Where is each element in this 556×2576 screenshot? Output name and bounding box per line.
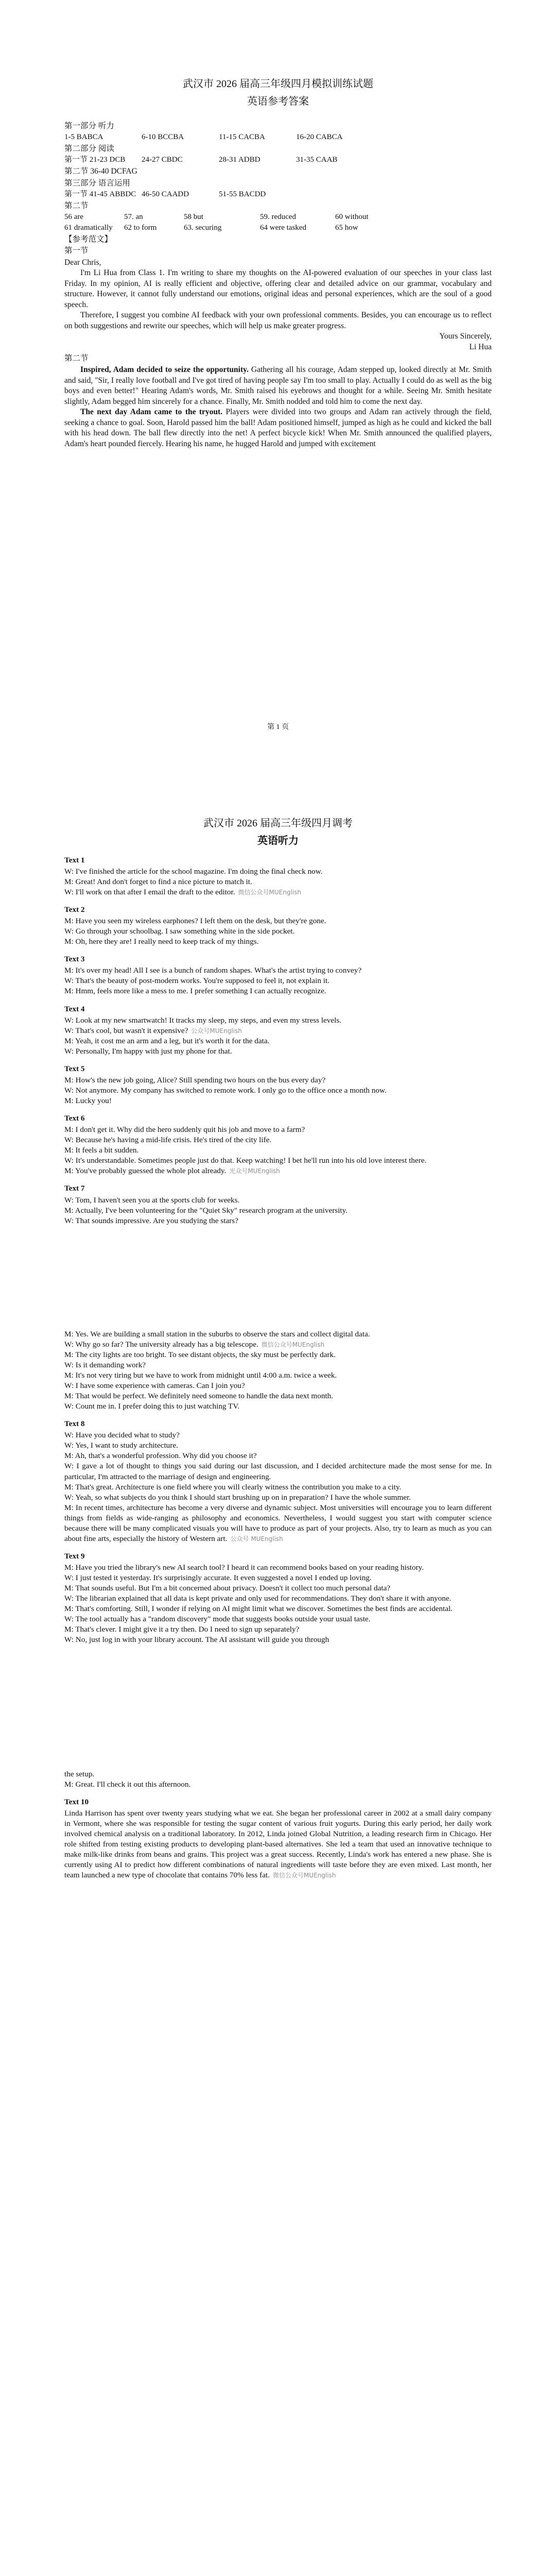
dialogue-line <box>64 1503 492 1544</box>
dialogue-line <box>64 1493 492 1503</box>
dialogue-line <box>64 1329 492 1340</box>
dialogue-text: M: The city lights are too bright. To see distant objects, the sky must be perfectly dark. <box>64 1350 336 1359</box>
dialogue-text: M: It's not very tiring but we have to work from midnight until 4:00 a.m. twice a week. <box>64 1370 337 1380</box>
dialogue-line <box>64 1015 492 1026</box>
dialogue-text: M: That would be perfect. We definitely need someone to handle the data next month. <box>64 1392 334 1401</box>
dialogue-line <box>64 1635 492 1645</box>
dialogue-text: M: That's clever. I might give it a try then. Do I need to sign up separately? <box>64 1625 300 1634</box>
dialogue-text: M: That's great. Architecture is one field where you will clearly witness the contribution you make to a city. <box>64 1482 402 1492</box>
answer-cell: 24-27 CBDC <box>142 156 183 164</box>
writing-sec2-heading: 第二节 <box>64 354 89 363</box>
dialogue-line <box>64 986 492 996</box>
dialogue-line <box>64 1583 492 1594</box>
answer-cell: 31-35 CAAB <box>296 156 338 164</box>
test-title: Text 7 <box>64 1184 85 1193</box>
answer-cell: 16-20 CABCA <box>296 133 343 142</box>
story-paragraph <box>64 365 492 407</box>
answer-cell: 56 are <box>64 213 84 222</box>
page-gap <box>64 1749 492 1769</box>
dialogue-text: W: Why go so far? The university already has a big telescope. <box>64 1340 258 1349</box>
grammar-answers-row <box>64 223 492 233</box>
dialogue-text: M: Oh, here they are! I really need to keep track of my things. <box>64 937 259 946</box>
story-body: Players were divided into two groups and Adam ran actively through the field, seeking a chance to goal. Soon, Harold passed him the ball! Adam positioned himself, jumped as high as he could and kicked the ball with his head down. The ball flew directly into the net! A perfect bicycle kick! When Mr. Smith announced the qualified players, Adam's heart pounded fiercely. Hearing his name, he hugged Harold and jumped with excitement <box>64 408 492 448</box>
dialogue-text: M: It's over my head! All I see is a bunch of random shapes. What's the artist trying to convey? <box>64 966 362 975</box>
answer-cell: 第一节 21-23 DCB <box>64 156 126 164</box>
sec2-heading: 第二节 36-40 DCFAG <box>64 167 137 176</box>
dialogue-text: W: I gave a lot of thought to things you said during our last discussion, and I decided architecture made the most sense for me. In particular, I'm attracted to the marriage of design and engineering. <box>64 1462 492 1481</box>
dialogue-text: W: That's cool, but wasn't it expensive? <box>64 1026 188 1035</box>
dialogue-text: M: How's the new job going, Alice? Still spending two hours on the bus every day? <box>64 1075 326 1084</box>
dialogue-text: Linda Harrison has spent over twenty years studying what we eat. She began her professional career in 2002 at a small dairy company in Vermont, where she was responsible for testing the sugar content of various fruit yogurts. During this early period, her daily work involved chemical analysis on a traditional laboratory. In 2012, Linda joined Global Nutrition, a leading research firm in Chicago. Her role shifted from testing existing products to developing plant-based alternatives. She led a team that used an innovative technique to make milk-like drinks from beans and grains. This project was a great success. Recently, Linda's work has entered a new phase. She is currently using AI to predict how different combinations of natural ingredients will taste before they are even mixed. Last month, her team launched a new type of chocolate that contains 70% less fat. <box>64 1808 492 1880</box>
answer-cell: 60 without <box>335 213 369 222</box>
script-title: 武汉市 2026 届高三年级四月调考 <box>203 818 353 829</box>
dialogue-line <box>64 1096 492 1106</box>
cloze-answers-row <box>64 190 492 200</box>
answer-cell: 63. securing <box>184 224 222 232</box>
dialogue-line <box>64 1401 492 1412</box>
dialogue-line <box>64 1135 492 1145</box>
story-lead: The next day Adam came to the tryout. <box>80 408 223 417</box>
dialogue-line <box>64 1216 492 1226</box>
story-lead: Inspired, Adam decided to seize the opportunity. <box>80 365 249 375</box>
dialogue-text: M: It feels a bit sudden. <box>64 1146 139 1155</box>
page-gap <box>64 1687 492 1707</box>
page-gap <box>64 1309 492 1329</box>
dialogue-text: the setup. <box>64 1769 95 1778</box>
dialogue-text: W: Because he's having a mid-life crisis. He's tired of the city life. <box>64 1136 272 1145</box>
dialogue-line <box>64 1624 492 1635</box>
answer-cell: 57. an <box>124 213 143 222</box>
page-title: 武汉市 2026 届高三年级四月模拟训练试题 <box>183 78 373 90</box>
answer-cell: 61 dramatically <box>64 224 113 232</box>
dialogue-line <box>64 1614 492 1624</box>
dialogue-text: W: That sounds impressive. Are you studying the stars? <box>64 1216 238 1225</box>
part2-heading: 第二部分 阅读 <box>64 144 114 154</box>
dialogue-line <box>64 1026 492 1036</box>
page-gap <box>64 1646 492 1666</box>
answer-cell: 58 but <box>184 213 203 222</box>
dialogue-text: M: Lucky you! <box>64 1096 112 1106</box>
dialogue-line <box>64 1808 492 1880</box>
dialogue-line <box>64 1046 492 1057</box>
test-title: Text 8 <box>64 1419 85 1429</box>
dialogue-text: W: I just tested it yesterday. It's surprisingly accurate. It even suggested a novel I ended up loving. <box>64 1573 372 1583</box>
story-paragraph <box>64 407 492 449</box>
answer-key-page <box>0 0 556 750</box>
dialogue-line <box>64 1370 492 1381</box>
page-gap <box>64 1288 492 1309</box>
listening-script-page <box>0 750 556 2576</box>
page-gap <box>64 1247 492 1267</box>
dialogue-line <box>64 1075 492 1086</box>
dialogue-line <box>64 1769 492 1780</box>
dialogue-text: W: Go through your schoolbag. I saw something white in the side pocket. <box>64 927 295 936</box>
page-gap <box>64 1226 492 1247</box>
dialogue-line <box>64 1036 492 1046</box>
listening-answers-row <box>64 132 492 143</box>
dialogue-line <box>64 1430 492 1440</box>
dialogue-text: W: Yes, I want to study architecture. <box>64 1441 178 1450</box>
dialogue-text: M: I don't get it. Why did the hero suddenly quit his job and move to a farm? <box>64 1125 305 1134</box>
dialogue-line <box>64 1461 492 1482</box>
dialogue-line <box>64 1482 492 1493</box>
script-subtitle: 英语听力 <box>257 835 299 847</box>
watermark: 微信公众号MUEnglish <box>238 888 302 896</box>
dialogue-line <box>64 1156 492 1166</box>
dialogue-line <box>64 1451 492 1461</box>
dialogue-text: W: Not anymore. My company has switched to remote work. I only go to the office once a month now. <box>64 1086 387 1095</box>
dialogue-text: W: The tool actually has a "random discovery" mode that suggests books outside your usual taste. <box>64 1615 371 1624</box>
letter-signature: Li Hua <box>469 342 492 351</box>
dialogue-line <box>64 926 492 937</box>
answer-cell: 59. reduced <box>260 213 296 222</box>
answer-cell: 1-5 BABCA <box>64 133 103 142</box>
reading-answers-row <box>64 155 492 165</box>
dialogue-text: W: Is it demanding work? <box>64 1360 146 1369</box>
dialogue-text: W: I have some experience with cameras. Can I join you? <box>64 1381 245 1391</box>
watermark: 公众号 MUEnglish <box>230 1535 283 1543</box>
dialogue-text: W: I'll work on that after I email the draft to the editor. <box>64 887 235 896</box>
answer-cell: 64 were tasked <box>260 224 306 232</box>
dialogue-line <box>64 1195 492 1206</box>
page-subtitle: 英语参考答案 <box>247 96 309 108</box>
dialogue-line <box>64 1145 492 1156</box>
dialogue-line <box>64 976 492 986</box>
dialogue-text: W: Look at my new smartwatch! It tracks my sleep, my steps, and even my stress levels. <box>64 1015 342 1025</box>
dialogue-text: M: That sounds useful. But I'm a bit concerned about privacy. Doesn't it collect too much personal data? <box>64 1584 391 1593</box>
dialogue-text: M: Have you seen my wireless earphones? I left them on the desk, but they're gone. <box>64 917 326 926</box>
dialogue-line <box>64 1780 492 1790</box>
dialogue-line <box>64 1391 492 1401</box>
watermark: 微信公众号MUEnglish <box>261 1341 325 1348</box>
letter-closing: Yours Sincerely, <box>439 332 492 341</box>
answer-cell: 62 to form <box>124 224 157 232</box>
dialogue-text: M: Yes. We are building a small station in the suburbs to observe the stars and collect digital data. <box>64 1329 370 1338</box>
dialogue-text: W: Have you decided what to study? <box>64 1431 180 1440</box>
dialogue-text: W: It's understandable. Sometimes people just do that. Keep watching! I bet he'll run into his old love interest there. <box>64 1156 427 1165</box>
answer-cell: 51-55 BACDD <box>219 190 266 199</box>
test-title: Text 6 <box>64 1114 85 1123</box>
dialogue-line <box>64 1206 492 1216</box>
dialogue-line <box>64 1340 492 1350</box>
dialogue-text: M: You've probably guessed the whole plot already. <box>64 1166 227 1176</box>
dialogue-line <box>64 1573 492 1583</box>
dialogue-line <box>64 1350 492 1360</box>
answer-cell: 11-15 CACBA <box>219 133 265 142</box>
dialogue-text: W: Count me in. I prefer doing this to just watching TV. <box>64 1402 240 1411</box>
page-gap <box>64 1728 492 1749</box>
dialogue-text: M: Have you tried the library's new AI search tool? I heard it can recommend books based on your reading history. <box>64 1563 424 1572</box>
letter-paragraph: I'm Li Hua from Class 1. I'm writing to share my thoughts on the AI-powered evaluation of our speeches in your class last Friday. In my opinion, AI is really efficient and objective, offering clear and detailed advice on our grammar, vocabulary and structure. However, it cannot fully understand our emotions, original ideas and personal experiences, which are the soul of a good speech. <box>64 268 492 309</box>
dialogue-line <box>64 1086 492 1096</box>
dialogue-line <box>64 1563 492 1573</box>
dialogue-line <box>64 867 492 877</box>
dialogue-text: W: Yeah, so what subjects do you think I should start brushing up on in preparation? I have the whole summer. <box>64 1493 411 1502</box>
watermark: 微信公众号MUEnglish <box>272 1872 336 1879</box>
dialogue-text: M: Yeah, it cost me an arm and a leg, but it's worth it for the data. <box>64 1036 270 1045</box>
dialogue-text: W: That's the beauty of post-modern works. You're supposed to feel it, not explain it. <box>64 976 330 986</box>
dialogue-text: W: No, just log in with your library account. The AI assistant will guide you through <box>64 1635 329 1645</box>
grammar-answers-row <box>64 212 492 223</box>
dialogue-line <box>64 1166 492 1176</box>
dialogue-line <box>64 1381 492 1391</box>
answer-cell: 28-31 ADBD <box>219 156 260 164</box>
dialogue-line <box>64 1440 492 1451</box>
dialogue-line <box>64 916 492 926</box>
sec2b-heading: 第二节 <box>64 201 89 210</box>
letter-greeting: Dear Chris, <box>64 258 101 267</box>
test-title: Text 9 <box>64 1551 85 1561</box>
test-title: Text 10 <box>64 1797 89 1806</box>
answer-cell: 6-10 BCCBA <box>142 133 184 142</box>
story-body: Gathering all his courage, Adam stepped up, looked directly at Mr. Smith and said, "Sir, I really love football and I've got tired of having people say I'm too small to play. Actually I could do as well as the big boys and even better!" Hearing Adam's words, Mr. Smith raised his eyebrows and thought for a while. Seeing Mr. Smith hesitate slightly, Adam begged him sincerely for a chance. Finally, Mr. Smith nodded and told him to come the next day. <box>64 365 492 406</box>
answer-cell: 65 how <box>335 224 358 232</box>
watermark: 公众号MUEnglish <box>191 1027 242 1035</box>
dialogue-line <box>64 1604 492 1614</box>
test-title: Text 5 <box>64 1064 85 1073</box>
page-gap <box>64 1707 492 1728</box>
dialogue-line <box>64 887 492 897</box>
dialogue-text: M: Ah, that's a wonderful profession. Why did you choose it? <box>64 1451 257 1461</box>
dialogue-line <box>64 1360 492 1370</box>
dialogue-line <box>64 877 492 887</box>
answer-cell: 46-50 CAADD <box>142 190 189 199</box>
dialogue-text: M: Great. I'll check it out this afternoon. <box>64 1780 191 1789</box>
part3-heading: 第三部分 语言运用 <box>64 178 130 188</box>
answer-key-content <box>64 77 492 449</box>
dialogue-line <box>64 965 492 976</box>
page-number: 第 1 页 <box>267 723 289 731</box>
writing-sec1-heading: 第一节 <box>64 246 89 256</box>
page-gap <box>64 1666 492 1687</box>
test-title: Text 2 <box>64 905 85 914</box>
dialogue-text: M: In recent times, architecture has become a very diverse and dynamic subject. Most universities will encourage you to learn different things from fields as wide-ranging as philosophy and economics. Nevertheless, I would suggest you start with computer science because there will be many complicated visuals you will have to produce as part of your projects. Also, try to learn as much as you can about fine arts, especially the history of Western art. <box>64 1503 492 1543</box>
dialogue-text: W: Personally, I'm happy with just my phone for that. <box>64 1046 232 1056</box>
dialogue-text: M: Great! And don't forget to find a nice picture to match it. <box>64 877 252 886</box>
dialogue-line <box>64 937 492 947</box>
listening-script-content <box>64 817 492 1880</box>
dialogue-line <box>64 1594 492 1604</box>
dialogue-line <box>64 1125 492 1135</box>
page-gap <box>64 1267 492 1288</box>
test-title: Text 4 <box>64 1004 85 1013</box>
test-title: Text 1 <box>64 855 85 865</box>
letter-paragraph: Therefore, I suggest you combine AI feedback with your own professional comments. Besides, you can encourage us to reflect on both suggestions and rewrite our speeches, which will help us make greater progress. <box>64 311 492 330</box>
test-title: Text 3 <box>64 955 85 964</box>
dialogue-text: W: I've finished the article for the school magazine. I'm doing the final check now. <box>64 867 323 876</box>
part1-heading: 第一部分 听力 <box>64 121 114 130</box>
dialogue-text: M: Actually, I've been volunteering for the "Quiet Sky" research program at the university. <box>64 1206 348 1215</box>
dialogue-text: M: That's comforting. Still, I wonder if relying on AI might limit what we discover. Sometimes the best finds are accidental. <box>64 1604 453 1614</box>
answer-cell: 第一节 41-45 ABBDC <box>64 190 136 199</box>
dialogue-text: W: Tom, I haven't seen you at the sports club for weeks. <box>64 1195 240 1205</box>
dialogue-text: M: Hmm, feels more like a mess to me. I prefer something I can actually recognize. <box>64 987 326 996</box>
dialogue-text: W: The librarian explained that all data is kept private and only used for recommendations. They don't share it with anyone. <box>64 1594 451 1603</box>
writing-heading: 【参考范文】 <box>64 235 113 244</box>
watermark: 光众号MUEnglish <box>229 1167 280 1175</box>
